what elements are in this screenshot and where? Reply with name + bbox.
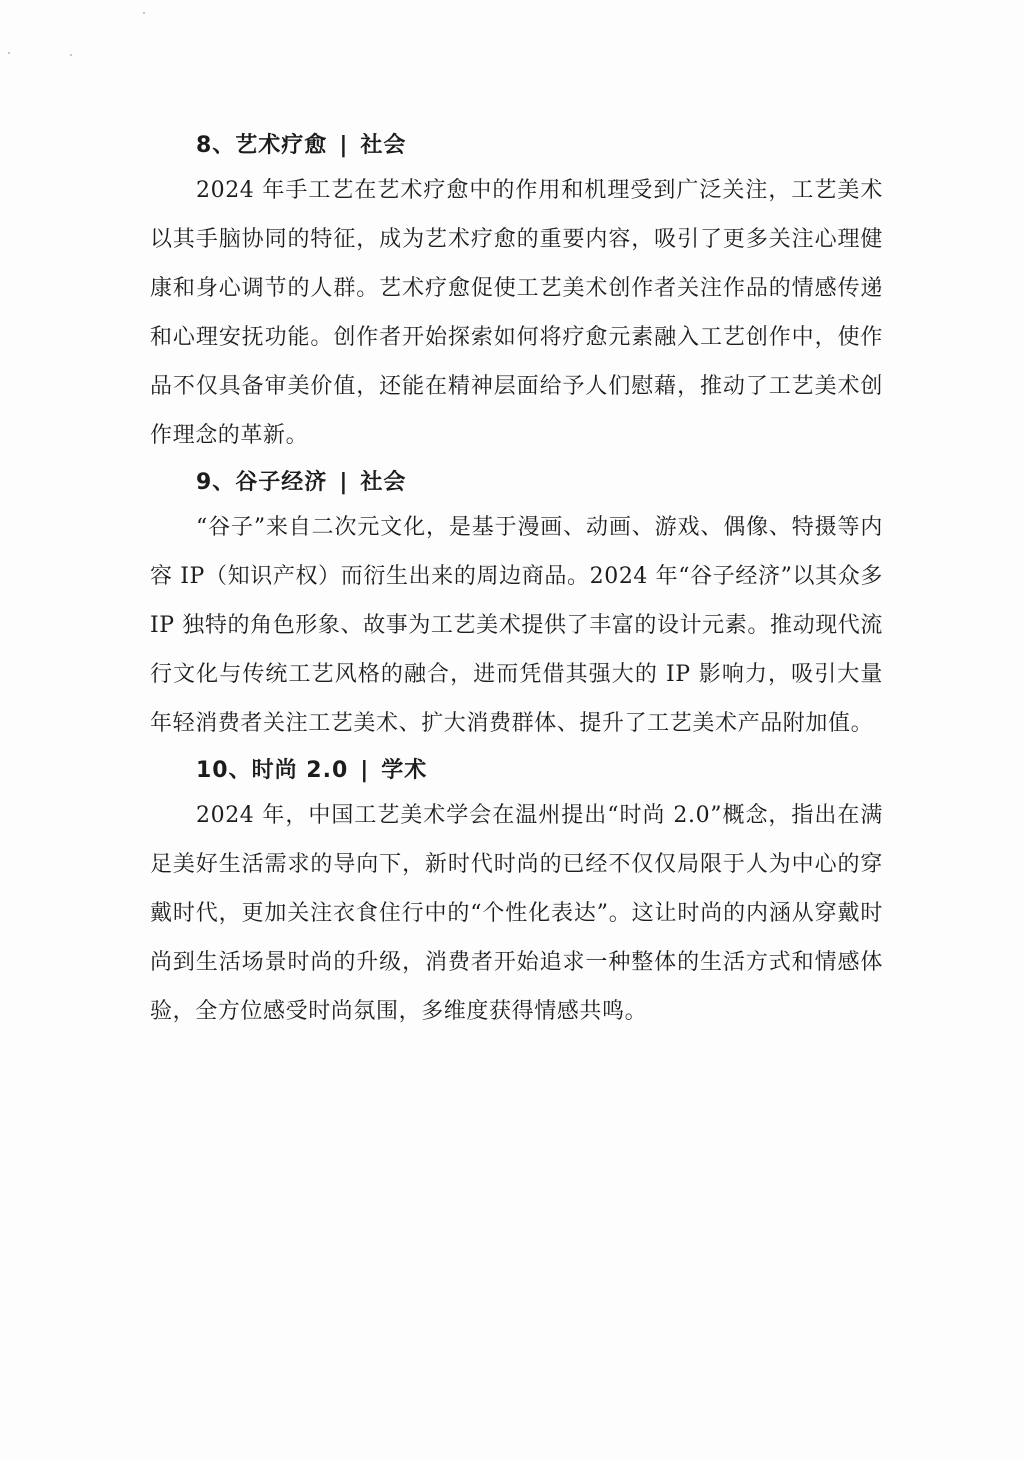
scan-speck — [70, 54, 72, 56]
heading-title: 8、艺术疗愈 — [196, 133, 328, 158]
heading-separator: | — [339, 133, 349, 158]
scan-speck — [8, 52, 10, 54]
scan-speck — [143, 12, 145, 14]
heading-separator: | — [360, 758, 370, 783]
heading-tag: 学术 — [381, 758, 428, 783]
heading-tag: 社会 — [360, 133, 407, 158]
section-paragraph: “谷子”来自二次元文化，是基于漫画、动画、游戏、偶像、特摄等内容 IP（知识产权）而衍生出来的周边商品。2024 年“谷子经济”以其众多 IP 独特的角色形象、故事为工艺美术提供了丰富的设计元素。推动现代流行文化与传统工艺风格的融合，进而凭借其强大的 IP 影响力，吸引大量年轻消费者关注工艺美术、扩大消费群体、提升了工艺美术产品附加值。 — [150, 515, 883, 736]
heading-title: 10、时尚 2.0 — [196, 758, 349, 783]
section-fashion-2 — [150, 751, 883, 1036]
heading-tag: 社会 — [360, 470, 407, 495]
section-heading — [150, 126, 883, 166]
section-heading — [150, 463, 883, 503]
heading-separator: | — [339, 470, 349, 495]
section-art-healing — [150, 126, 883, 460]
section-paragraph: 2024 年，中国工艺美术学会在温州提出“时尚 2.0”概念，指出在满足美好生活需求的导向下，新时代时尚的已经不仅仅局限于人为中心的穿戴时代，更加关注衣食住行中的“个性化表达”。这让时尚的内涵从穿戴时尚到生活场景时尚的升级，消费者开始追求一种整体的生活方式和情感体验，全方位感受时尚氛围，多维度获得情感共鸣。 — [150, 803, 883, 1024]
document-body — [150, 126, 883, 1039]
section-guzi-economy — [150, 463, 883, 748]
section-paragraph: 2024 年手工艺在艺术疗愈中的作用和机理受到广泛关注，工艺美术以其手脑协同的特征，成为艺术疗愈的重要内容，吸引了更多关注心理健康和身心调节的人群。艺术疗愈促使工艺美术创作者关注作品的情感传递和心理安抚功能。创作者开始探索如何将疗愈元素融入工艺创作中，使作品不仅具备审美价值，还能在精神层面给予人们慰藉，推动了工艺美术创作理念的革新。 — [150, 178, 883, 448]
heading-title: 9、谷子经济 — [196, 470, 328, 495]
section-heading — [150, 751, 883, 791]
